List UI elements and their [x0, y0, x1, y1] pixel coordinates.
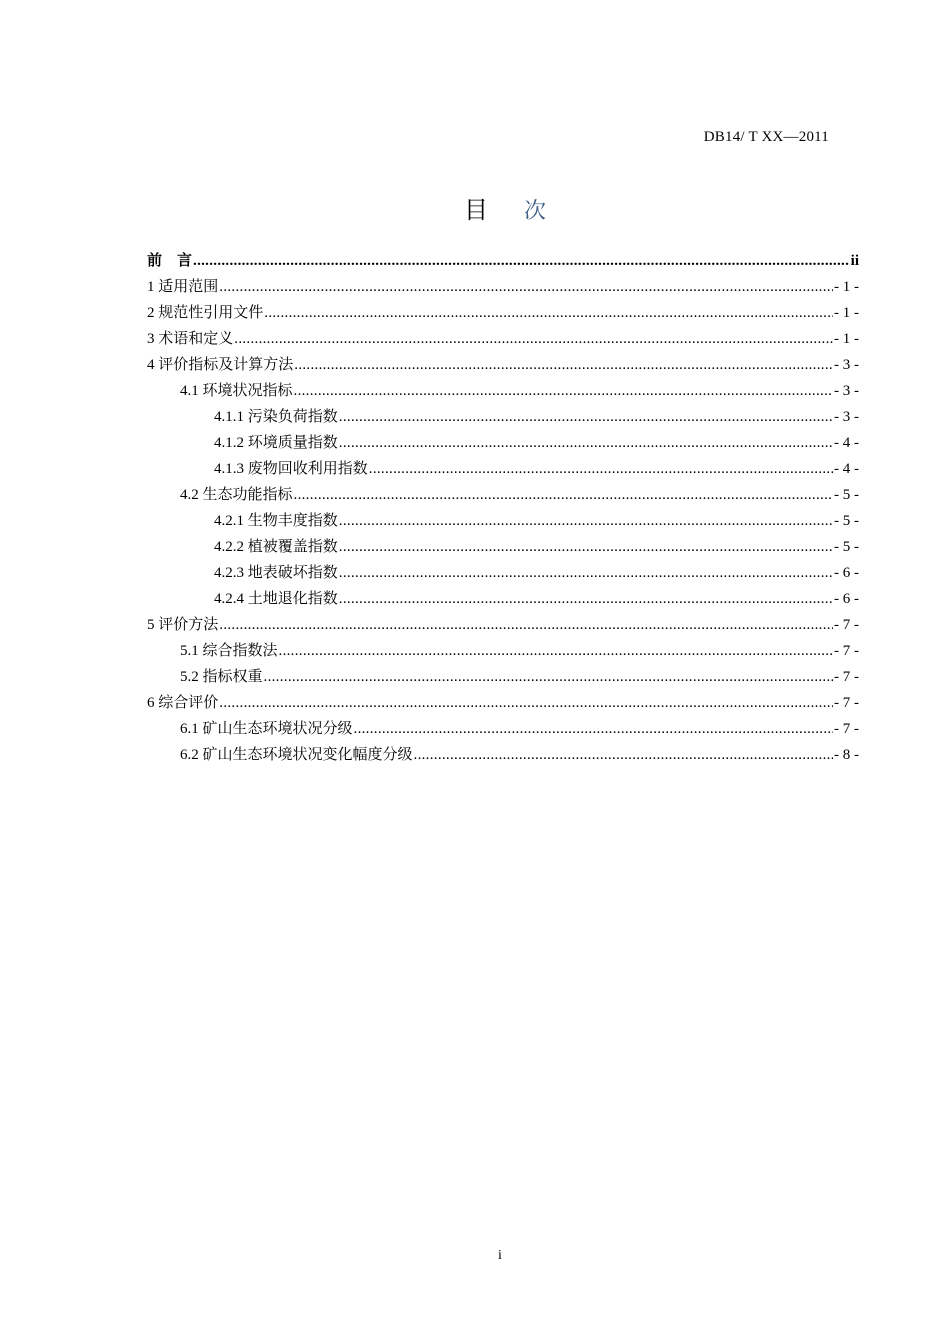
toc-entry-label: 4.1.2 环境质量指数	[214, 435, 338, 451]
toc-entry[interactable]	[147, 404, 859, 430]
toc-entry[interactable]	[147, 560, 859, 586]
toc-entry-label: 4.1 环境状况指标	[180, 383, 293, 399]
toc-dot-leader	[339, 534, 833, 560]
toc-dot-leader	[219, 612, 833, 638]
toc-entry[interactable]	[147, 586, 859, 612]
document-code: DB14/ T XX—2011	[703, 129, 829, 145]
toc-entry-label: 前 言	[147, 253, 193, 269]
toc-title	[0, 190, 950, 225]
table-of-contents	[147, 248, 859, 768]
toc-entry-page: - 7 -	[834, 669, 859, 685]
toc-entry-page: - 7 -	[834, 617, 859, 633]
toc-entry-label: 4.1.1 污染负荷指数	[214, 409, 338, 425]
toc-entry-label: 5 评价方法	[147, 617, 219, 633]
toc-entry[interactable]	[147, 690, 859, 716]
toc-entry-label: 5.2 指标权重	[180, 669, 263, 685]
toc-dot-leader	[339, 560, 833, 586]
toc-entry-page: - 4 -	[834, 461, 859, 477]
toc-dot-leader	[264, 664, 833, 690]
toc-entry[interactable]	[147, 456, 859, 482]
toc-entry-page: - 1 -	[834, 305, 859, 321]
toc-dot-leader	[279, 638, 833, 664]
toc-entry-page: - 4 -	[834, 435, 859, 451]
toc-entry-page: - 7 -	[834, 721, 859, 737]
toc-entry-page: - 3 -	[834, 357, 859, 373]
toc-entry-page: - 6 -	[834, 565, 859, 581]
toc-entry[interactable]	[147, 508, 859, 534]
toc-entry-label: 4.2.2 植被覆盖指数	[214, 539, 338, 555]
toc-entry[interactable]	[147, 482, 859, 508]
toc-entry-label: 4.1.3 废物回收利用指数	[214, 461, 368, 477]
page-number: i	[498, 1248, 502, 1263]
toc-dot-leader	[234, 326, 833, 352]
toc-entry-page: - 7 -	[834, 643, 859, 659]
toc-dot-leader	[219, 274, 833, 300]
toc-entry-page: - 5 -	[834, 539, 859, 555]
toc-entry-page: - 5 -	[834, 487, 859, 503]
toc-dot-leader	[339, 586, 833, 612]
toc-dot-leader	[354, 716, 833, 742]
toc-entry-page: - 8 -	[834, 747, 859, 763]
toc-entry-label: 3 术语和定义	[147, 331, 234, 347]
toc-entry-label: 6 综合评价	[147, 695, 219, 711]
toc-entry[interactable]	[147, 248, 859, 274]
toc-dot-leader	[339, 508, 833, 534]
toc-entry-page: - 3 -	[834, 383, 859, 399]
toc-dot-leader	[193, 248, 850, 274]
toc-title-part1: 目	[463, 196, 488, 224]
toc-entry-page: - 1 -	[834, 331, 859, 347]
toc-entry-page: - 5 -	[834, 513, 859, 529]
toc-entry-label: 4.2.3 地表破坏指数	[214, 565, 338, 581]
toc-entry[interactable]	[147, 378, 859, 404]
toc-entry-label: 6.1 矿山生态环境状况分级	[180, 721, 353, 737]
toc-entry-label: 4 评价指标及计算方法	[147, 357, 294, 373]
toc-entry-page: - 6 -	[834, 591, 859, 607]
toc-entry[interactable]	[147, 638, 859, 664]
toc-dot-leader	[339, 430, 833, 456]
toc-dot-leader	[264, 300, 833, 326]
toc-entry[interactable]	[147, 534, 859, 560]
toc-entry-label: 1 适用范围	[147, 279, 219, 295]
toc-entry[interactable]	[147, 430, 859, 456]
toc-entry-label: 6.2 矿山生态环境状况变化幅度分级	[180, 747, 413, 763]
toc-entry-label: 4.2.1 生物丰度指数	[214, 513, 338, 529]
toc-entry-page: - 3 -	[834, 409, 859, 425]
toc-entry[interactable]	[147, 612, 859, 638]
toc-dot-leader	[339, 404, 833, 430]
toc-dot-leader	[369, 456, 833, 482]
toc-entry-page: ii	[850, 253, 859, 269]
toc-entry[interactable]	[147, 274, 859, 300]
toc-entry[interactable]	[147, 300, 859, 326]
toc-entry[interactable]	[147, 716, 859, 742]
toc-entry[interactable]	[147, 742, 859, 768]
toc-entry-page: - 7 -	[834, 695, 859, 711]
toc-dot-leader	[294, 378, 833, 404]
toc-entry[interactable]	[147, 664, 859, 690]
toc-dot-leader	[219, 690, 833, 716]
toc-dot-leader	[294, 482, 833, 508]
toc-dot-leader	[294, 352, 833, 378]
toc-title-part2: 次	[523, 199, 546, 224]
toc-entry[interactable]	[147, 352, 859, 378]
toc-entry-label: 2 规范性引用文件	[147, 305, 264, 321]
toc-entry-page: - 1 -	[834, 279, 859, 295]
toc-entry-label: 5.1 综合指数法	[180, 643, 278, 659]
toc-entry-label: 4.2 生态功能指标	[180, 487, 293, 503]
toc-entry-label: 4.2.4 土地退化指数	[214, 591, 338, 607]
toc-dot-leader	[414, 742, 833, 768]
toc-entry[interactable]	[147, 326, 859, 352]
